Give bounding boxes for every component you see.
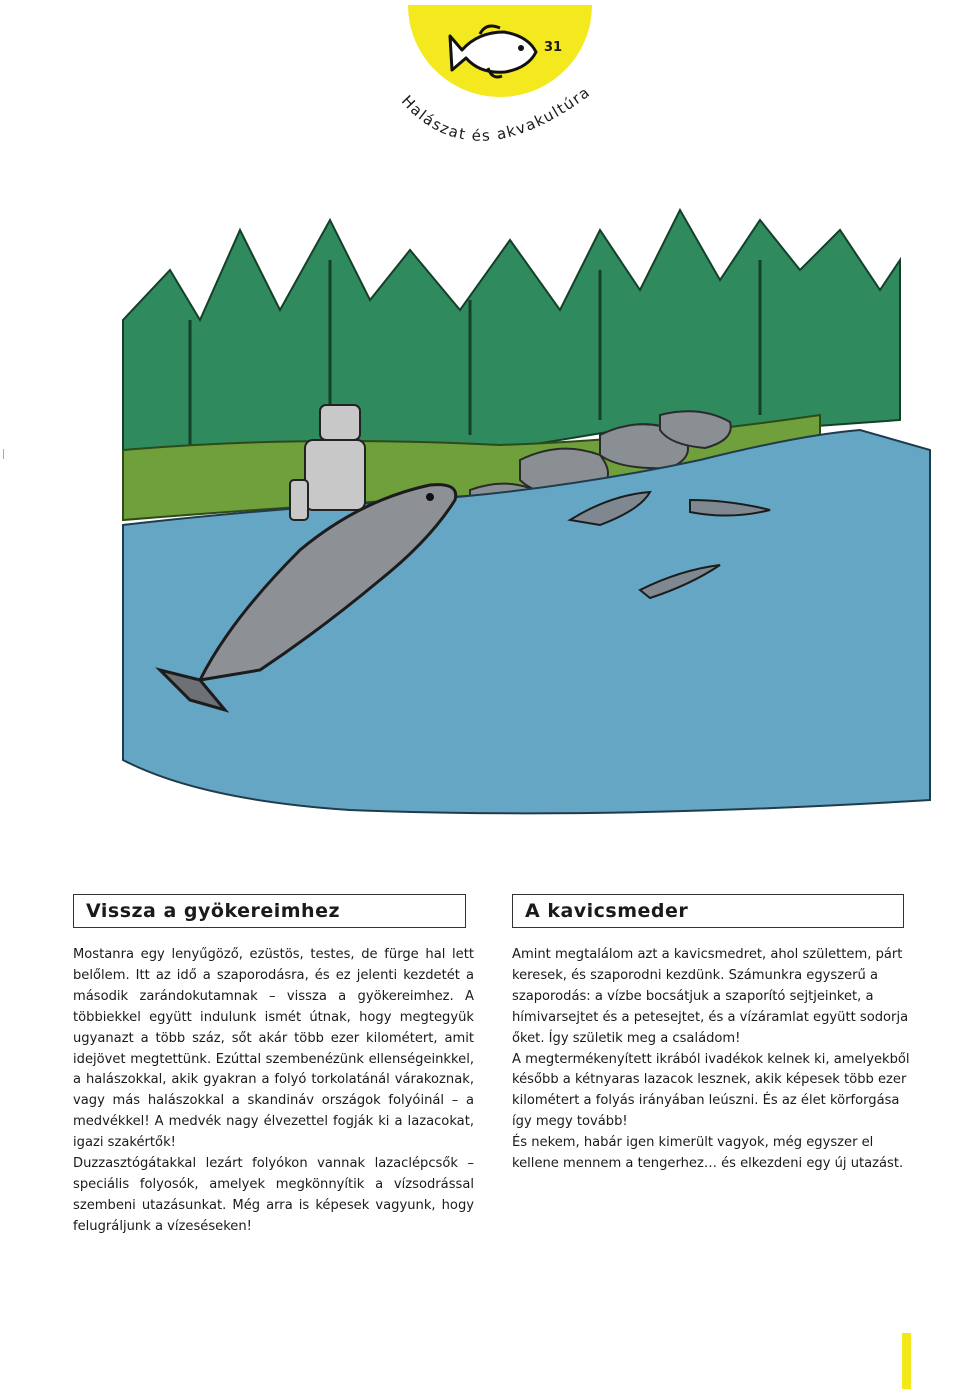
section-header-left (73, 894, 466, 928)
paragraph: És nekem, habár igen kimerült vagyok, még egyszer el kellene mennem a tengerhez… és elkezdeni egy új utazást. (512, 1135, 904, 1172)
right-column-text (512, 945, 912, 1175)
chapter-badge (0, 0, 960, 170)
edge-mark (3, 449, 4, 459)
page-number: 31 (544, 40, 563, 55)
section-header-right (512, 894, 904, 928)
chapter-title: Halászat és akvakultúra (397, 82, 594, 145)
page-edge-marker (902, 1333, 911, 1389)
paragraph: Amint megtalálom azt a kavicsmedret, ahol születtem, párt keresek, és szaporodni kezdünk. Számunkra egyszerű a szaporodás: a vízbe bocsátjuk a szaporító sejtjeinket, a hímivarsejtet és a petesejtet, és a vízáramlat együtt sodorja őket. Így születik meg a családom! (512, 947, 909, 1046)
section-title-right: A kavicsmeder (525, 900, 689, 922)
fish-eye (518, 45, 524, 51)
paragraph: Mostanra egy lenyűgöző, ezüstös, testes, de fürge hal lett belőlem. Itt az idő a szaporodásra, és ez jelenti kezdetét a második zarándokutamnak – vissza a gyökereimhez. A többiekkel együtt indulunk ismét útnak, hogy megtegyük ugyanazt a több száz, sőt akár több ezer kilométert, amit idejövet megtettünk. Ezúttal szembenézünk ellenségeinkkel, a halászokkal, akik gyakran a folyó torkolatánál várakoznak, vagy más halászokkal a skandináv országok folyóinál – a medvékkel! A medvék nagy élvezettel fogják ki a lazacokat, igazi szakértők! (73, 947, 474, 1151)
paragraph: Duzzasztógátakkal lezárt folyókon vannak lazaclépcsők – speciális folyosók, amelyek megkönnyítik a vízsodrással szembeni utazásunkat. Még arra is képesek vagyunk, hogy felugráljunk a vízeséseken! (73, 1156, 474, 1234)
left-column-text (73, 945, 474, 1238)
salmon-river-scene-illustration (0, 200, 960, 880)
paragraph: A megtermékenyített ikrából ivadékok kelnek ki, amelyekből később a kétnyaras lazacok lesznek, akik képesek több ezer kilométert a folyás irányában leúszni. És az élet körforgása így megy tovább! (512, 1051, 910, 1130)
section-title-left: Vissza a gyökereimhez (86, 900, 341, 922)
